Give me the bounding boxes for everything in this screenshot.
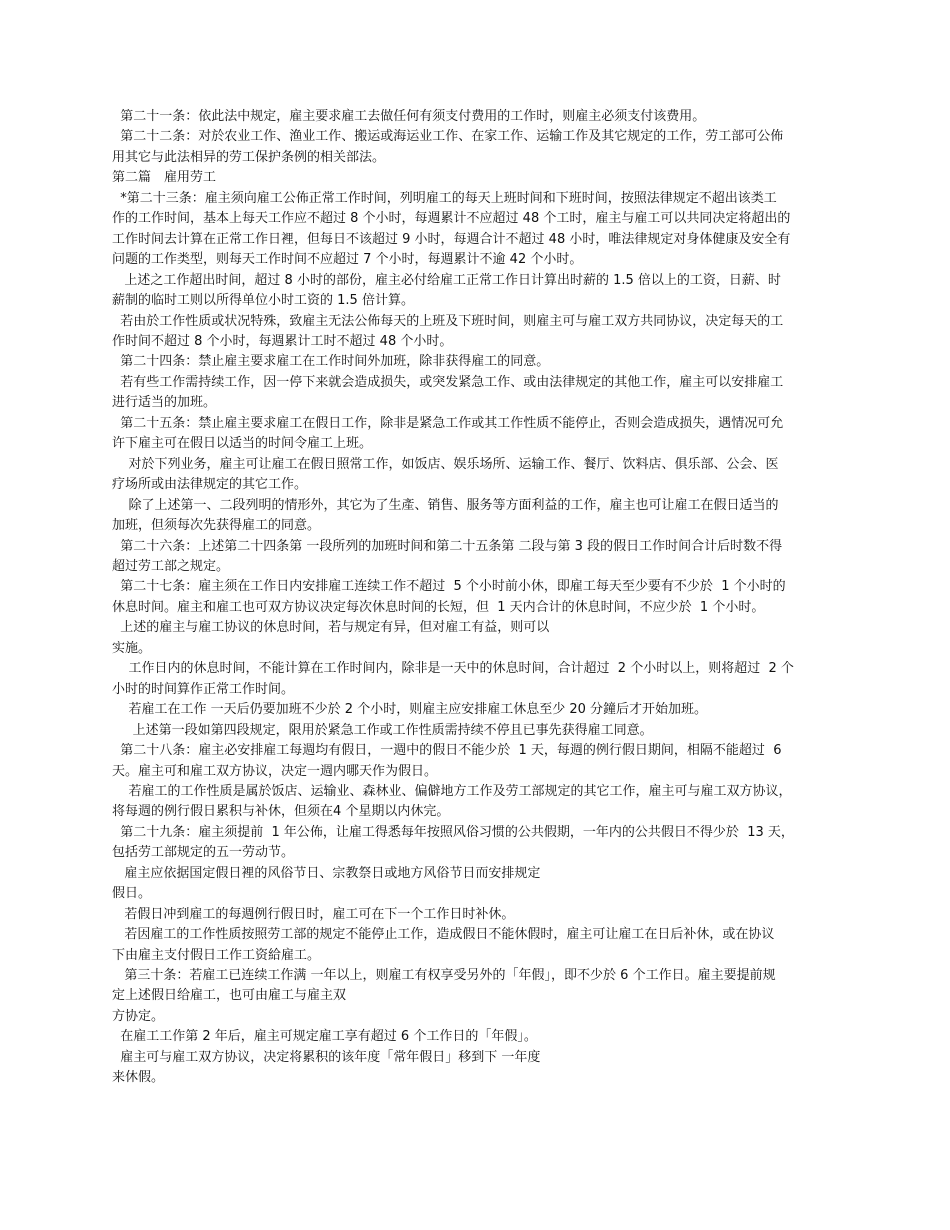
article-27: 第二十七条：雇主须在工作日内安排雇工连续工作不超过 5 个小时前小休，即雇工每天至少要有不少於 1 个小时的 休息时间。雇主和雇工也可双方协议决定每次休息时间的长短，但 1 天内合计的休息时间，不应少於 1 个小时。	[112, 579, 786, 615]
article-25-other: 除了上述第一、二段列明的情形外，其它为了生產、销售、服务等方面利益的工作，雇主也可让雇工在假日适当的 加班，但须每次先获得雇工的同意。	[112, 497, 779, 534]
article-21: 第二十一条：依此法中规定，雇主要求雇工去做任何有须支付费用的工作时，则雇主必须支付该费用。	[112, 109, 706, 124]
article-25: 第二十五条：禁止雇主要求雇工在假日工作，除非是紧急工作或其工作性质不能停止，否则会造成损失，遇情况可允 许下雇主可在假日以适当的时间令雇工上班。	[112, 415, 784, 452]
article-24-exception: 若有些工作需持续工作，因一停下来就会造成损失，或突发紧急工作、或由法律规定的其他工作，雇主可以安排雇工 进行适当的加班。	[112, 374, 784, 411]
article-30: 第三十条：若雇工已连续工作满 一年以上，则雇工有权享受另外的「年假」，即不少於 6 个工作日。雇主要提前规 定上述假日给雇工，也可由雇工与雇主双 方协定。	[112, 968, 776, 1024]
article-29: 第二十九条：雇主须提前 1 年公佈，让雇工得悉每年按照风俗习惯的公共假期，一年内的公共假日不得少於 13 天， 包括劳工部规定的五一劳动节。	[112, 824, 794, 861]
article-30-carry-over: 雇主可与雇工双方协议，决定将累积的该年度「常年假日」移到下 一年度 来休假。	[112, 1049, 541, 1086]
document-body	[112, 107, 842, 1089]
article-28-accumulate: 若雇工的工作性质是属於饭店、运输业、森林业、偏僻地方工作及劳工部规定的其它工作，雇主可与雇工双方协议， 将每週的例行假日累积与补休，但须在4 个星期以内休完。	[112, 783, 792, 820]
article-23-overtime-pay: 上述之工作超出时间，超过 8 小时的部份，雇主必付给雇工正常工作日计算出时薪的 1.5 倍以上的工资，日薪、时 薪制的临时工则以所得单位小时工资的 1.5 倍计算。	[112, 272, 781, 309]
article-25-businesses: 对於下列业务，雇主可让雇工在假日照常工作，如饭店、娱乐场所、运输工作、餐厅、饮料店、俱乐部、公会、医 疗场所或由法律规定的其它工作。	[112, 456, 779, 493]
article-26: 第二十六条：上述第二十四条第 一段所列的加班时间和第二十五条第 二段与第 3 段的假日工作时间合计后时数不得 超过劳工部之规定。	[112, 538, 783, 574]
article-29-pay: 若因雇工的工作性质按照劳工部的规定不能停止工作，造成假日不能休假时，雇主可让雇工在日后补休，或在协议 下由雇主支付假日工作工资給雇工。	[112, 927, 775, 963]
article-24: 第二十四条：禁止雇主要求雇工在工作时间外加班，除非获得雇工的同意。	[112, 354, 550, 370]
article-29-makeup: 若假日冲到雇工的每週例行假日时，雇工可在下一个工作日时补休。	[112, 906, 515, 922]
article-28: 第二十八条：雇主必安排雇工每週均有假日，一週中的假日不能少於 1 天，每週的例行假日期间，相隔不能超过 6 天。雇主可和雇工双方协议，决定一週内哪天作为假日。	[112, 743, 782, 779]
article-22: 第二十二条：对於农业工作、渔业工作、搬运或海运业工作、在家工作、运输工作及其它规定的工作，劳工部可公佈 用其它与此法相异的劳工保护条例的相关部法。	[112, 129, 784, 165]
article-23-special-hours: 若由於工作性质或状况特殊，致雇主无法公佈每天的上班及下班时间，则雇主可与雇工双方共同协议，决定每天的工 作时间不超过 8 个小时，每週累计工时不超过 48 个小时。	[112, 313, 784, 349]
article-29-holidays: 雇主应依据国定假日裡的风俗节日、宗教祭日或地方风俗节日而安排规定 假日。	[112, 865, 541, 902]
article-30-second-year: 在雇工工作第 2 年后，雇主可规定雇工享有超过 6 个工作日的「年假」。	[112, 1029, 537, 1045]
article-27-overtime-rest: 若雇工在工作 一天后仍要加班不少於 2 个小时，则雇主应安排雇工休息至少 20 分鐘后才开始加班。	[112, 702, 708, 718]
article-27-agreement: 上述的雇主与雇工协议的休息时间，若与规定有异，但对雇工有益，则可以 实施。	[112, 620, 550, 656]
article-23: *第二十三条：雇主须向雇工公佈正常工作时间，列明雇工的每天上班时间和下班时间，按照法律规定不超出该类工 作的工作时间，基本上每天工作应不超过 8 个小时，每週累计不应超过 48 个工时，雇主与雇工可以共同决定将超出的 工作时间去计算在正常工作日裡，但每日不该超过 9 小时，每週合计不超过 48 小时，唯法律规定对身体健康及安全有 问题的工作类型，则每天工作时间不应超过 7 个小时，每週累计不逾 42 个小时。	[112, 190, 791, 268]
article-27-rest-time: 工作日内的休息时间，不能计算在工作时间内，除非是一天中的休息时间，合计超过 2 个小时以上，则将超过 2 个 小时的时间算作正常工作时间。	[112, 661, 794, 697]
section-heading: 第二篇 雇用劳工	[112, 170, 217, 186]
article-27-limit: 上述第一段如第四段规定，限用於紧急工作或工作性质需持续不停且已事先获得雇工同意。	[112, 722, 653, 738]
